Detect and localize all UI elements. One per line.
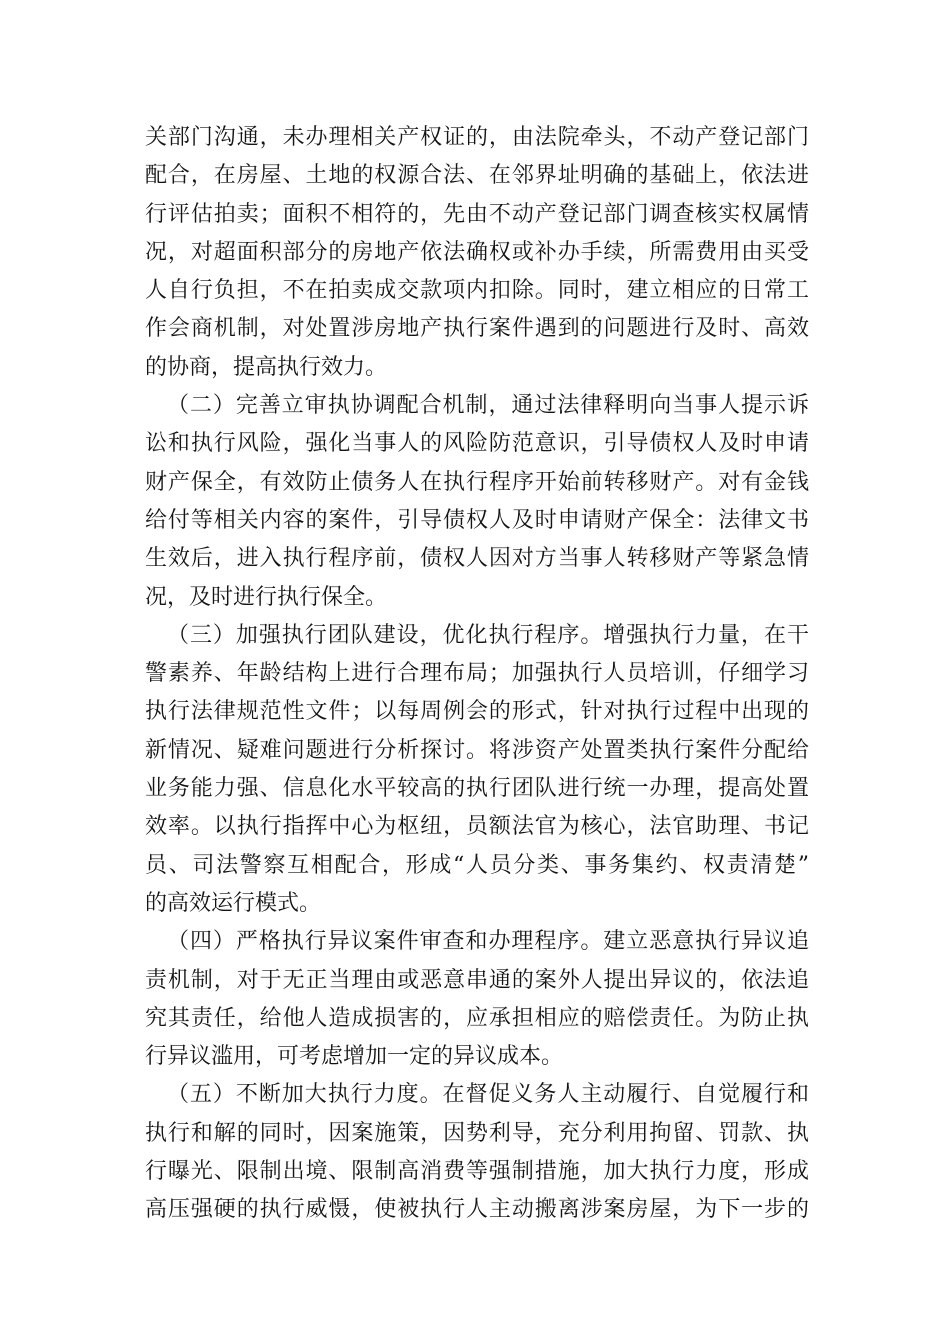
text-line: 人自行负担，不在拍卖成交款项内扣除。同时，建立相应的日常工 — [145, 278, 809, 304]
text-line: 警素养、年龄结构上进行合理布局；加强执行人员培训，仔细学习 — [145, 661, 809, 687]
text-line: 作会商机制，对处置涉房地产执行案件遇到的问题进行及时、高效 — [145, 316, 809, 342]
text-line: 配合，在房屋、土地的权源合法、在邻界址明确的基础上，依法进 — [145, 163, 809, 189]
text-line: 讼和执行风险，强化当事人的风险防范意识，引导债权人及时申请 — [145, 431, 809, 457]
text-line: （五）不断加大执行力度。在督促义务人主动履行、自觉履行和 — [167, 1082, 809, 1108]
text-line: 执行和解的同时，因案施策，因势利导，充分利用拘留、罚款、执 — [145, 1120, 809, 1146]
text-line: 责机制，对于无正当理由或恶意串通的案外人提出异议的，依法追 — [145, 967, 809, 993]
text-line: 生效后，进入执行程序前，债权人因对方当事人转移财产等紧急情 — [145, 546, 809, 572]
text-line: 行曝光、限制出境、限制高消费等强制措施，加大执行力度，形成 — [145, 1159, 809, 1185]
text-line: 业务能力强、信息化水平较高的执行团队进行统一办理，提高处置 — [145, 776, 809, 802]
text-line: 况，对超面积部分的房地产依法确权或补办手续，所需费用由买受 — [145, 239, 809, 265]
text-line: 新情况、疑难问题进行分析探讨。将涉资产处置类执行案件分配给 — [145, 737, 809, 763]
text-line: 行评估拍卖；面积不相符的，先由不动产登记部门调查核实权属情 — [145, 201, 809, 227]
text-line: 的高效运行模式。 — [145, 890, 322, 916]
text-line: 的协商，提高执行效力。 — [145, 354, 388, 380]
text-line: （三）加强执行团队建设，优化执行程序。增强执行力量，在干 — [167, 622, 809, 648]
text-line: 关部门沟通，未办理相关产权证的，由法院牵头，不动产登记部门 — [145, 125, 809, 150]
text-line: 行异议滥用，可考虑增加一定的异议成本。 — [145, 1044, 564, 1070]
text-line: 财产保全，有效防止债务人在执行程序开始前转移财产。对有金钱 — [145, 469, 809, 495]
text-line: 效率。以执行指挥中心为枢纽，员额法官为核心，法官助理、书记 — [145, 814, 809, 840]
text-line: （四）严格执行异议案件审查和办理程序。建立恶意执行异议追 — [167, 929, 809, 955]
text-line: 究其责任，给他人造成损害的，应承担相应的赔偿责任。为防止执 — [145, 1005, 809, 1031]
text-line: 况，及时进行执行保全。 — [145, 584, 388, 610]
text-line: （二）完善立审执协调配合机制，通过法律释明向当事人提示诉 — [167, 393, 809, 419]
text-line: 员、司法警察互相配合，形成“人员分类、事务集约、权责清楚” — [145, 852, 809, 878]
text-line: 给付等相关内容的案件，引导债权人及时申请财产保全：法律文书 — [145, 507, 809, 533]
text-line: 高压强硬的执行威慑，使被执行人主动搬离涉案房屋，为下一步的 — [145, 1197, 809, 1223]
document-body — [145, 119, 809, 1230]
text-line: 执行法律规范性文件；以每周例会的形式，针对执行过程中出现的 — [145, 699, 809, 725]
